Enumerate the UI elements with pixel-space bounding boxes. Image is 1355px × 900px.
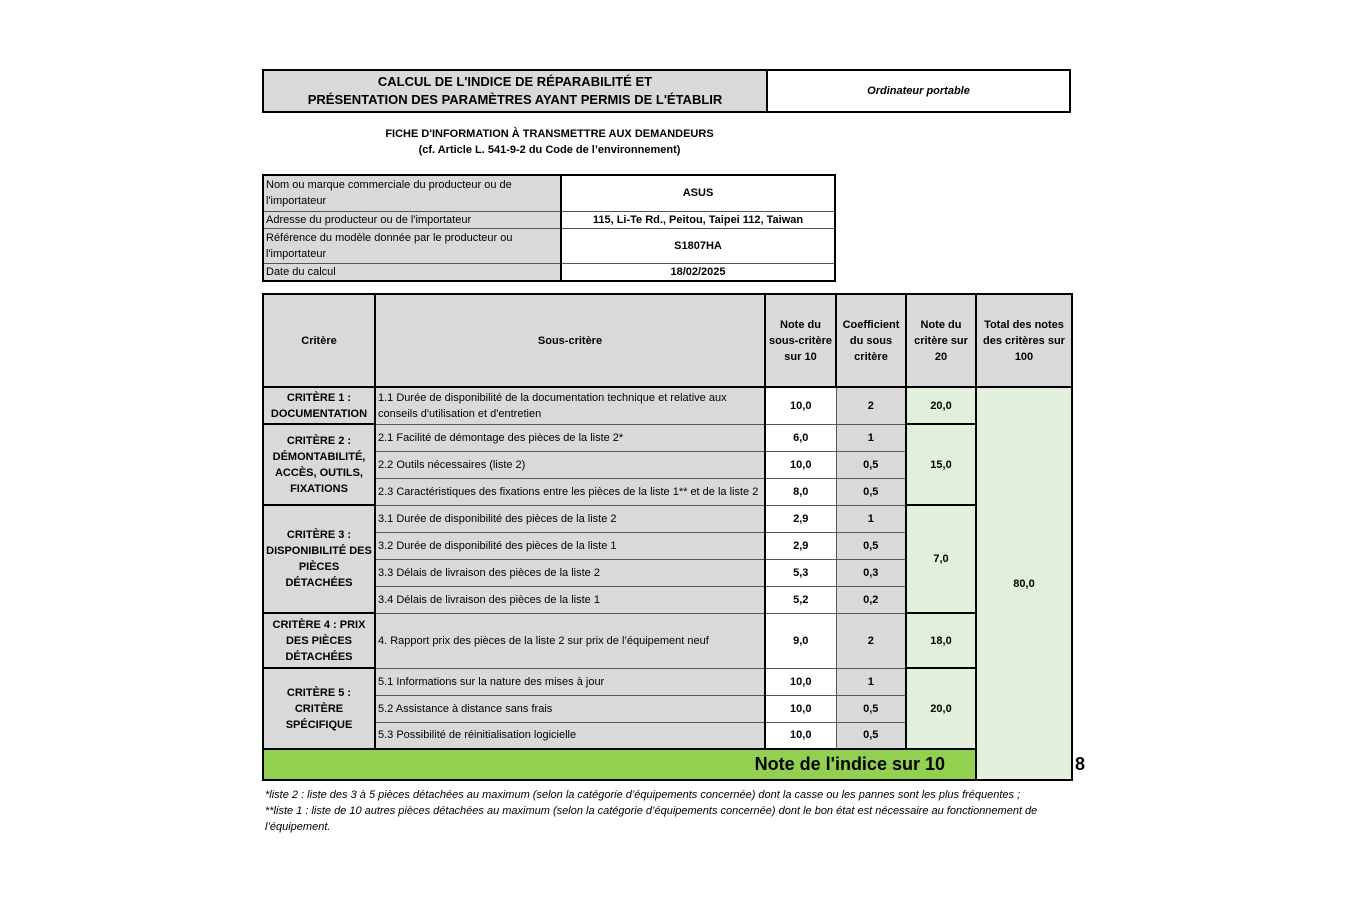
document-title <box>264 71 768 111</box>
total-score: 80,0 <box>976 387 1072 780</box>
info-label: Date du calcul <box>263 263 561 281</box>
sub-criterion-label: 2.3 Caractéristiques des fixations entre les pièces de la liste 1** et de la liste 2 <box>375 478 765 505</box>
footnote-liste-2: *liste 2 : liste des 3 à 5 pièces détachées au maximum (selon la catégorie d’équipements concernée) dont la casse ou les pannes sont les plus fréquentes ; <box>265 789 1021 801</box>
info-row <box>263 211 835 228</box>
footnote-liste-1: **liste 1 : liste de 10 autres pièces détachées au maximum (selon la catégorie d’équipements concernée) dont le bon état est nécessaire au fonctionnement de l’équipement. <box>265 805 1038 833</box>
document-header <box>262 69 1071 113</box>
final-score-row: Note de l'indice sur 10 8 <box>263 749 1072 780</box>
fiche-heading <box>262 126 837 158</box>
criterion-name: CRITÈRE 2 : DÉMONTABILITÉ, ACCÈS, OUTILS, FIXATIONS <box>263 424 375 505</box>
col-header-note-sous: Note du sous-critère sur 10 <box>765 294 836 387</box>
col-header-note-critere: Note du critère sur 20 <box>906 294 976 387</box>
sub-criterion-label: 2.1 Facilité de démontage des pièces de la liste 2* <box>375 424 765 451</box>
producer-info-table <box>262 174 836 282</box>
sub-criterion-coef: 2 <box>836 613 906 668</box>
footnotes <box>265 787 1065 835</box>
sub-criterion-label: 3.3 Délais de livraison des pièces de la liste 2 <box>375 559 765 586</box>
sub-criterion-note: 10,0 <box>765 722 836 749</box>
sub-criterion-coef: 1 <box>836 424 906 451</box>
col-header-coef: Coefficient du sous critère <box>836 294 906 387</box>
sub-criterion-coef: 0,5 <box>836 695 906 722</box>
col-header-critere: Critère <box>263 294 375 387</box>
sub-criterion-coef: 0,5 <box>836 722 906 749</box>
info-row <box>263 175 835 211</box>
table-row <box>263 668 1072 695</box>
product-category: Ordinateur portable <box>867 85 970 97</box>
sub-criterion-label: 1.1 Durée de disponibilité de la documentation technique et relative aux conseils d'utilisation et d'entretien <box>375 387 765 424</box>
criterion-score: 18,0 <box>906 613 976 668</box>
sub-criterion-label: 3.4 Délais de livraison des pièces de la liste 1 <box>375 586 765 613</box>
sub-criterion-label: 3.1 Durée de disponibilité des pièces de la liste 2 <box>375 505 765 532</box>
sub-criterion-note: 2,9 <box>765 505 836 532</box>
sub-criterion-label: 4. Rapport prix des pièces de la liste 2 sur prix de l’équipement neuf <box>375 613 765 668</box>
info-label: Référence du modèle donnée par le producteur ou l'importateur <box>263 228 561 263</box>
sub-criterion-label: 3.2 Durée de disponibilité des pièces de la liste 1 <box>375 532 765 559</box>
title-line-2: PRÉSENTATION DES PARAMÈTRES AYANT PERMIS DE L'ÉTABLIR <box>307 92 723 107</box>
sub-criterion-label: 2.2 Outils nécessaires (liste 2) <box>375 451 765 478</box>
sub-criterion-note: 10,0 <box>765 387 836 424</box>
criterion-score: 15,0 <box>906 424 976 505</box>
sub-criterion-coef: 0,5 <box>836 532 906 559</box>
info-value: S1807HA <box>561 228 835 263</box>
criterion-score: 20,0 <box>906 668 976 749</box>
col-header-sous-critere: Sous-critère <box>375 294 765 387</box>
criterion-score: 7,0 <box>906 505 976 613</box>
sub-criterion-note: 5,3 <box>765 559 836 586</box>
final-score-label: Note de l'indice sur 10 <box>263 749 976 780</box>
sub-criterion-label: 5.1 Informations sur la nature des mises à jour <box>375 668 765 695</box>
info-row <box>263 263 835 281</box>
col-header-total: Total des notes des critères sur 100 <box>976 294 1072 387</box>
sub-criterion-note: 2,9 <box>765 532 836 559</box>
info-row <box>263 228 835 263</box>
sub-criterion-label: 5.2 Assistance à distance sans frais <box>375 695 765 722</box>
sub-criterion-coef: 1 <box>836 668 906 695</box>
table-header-row <box>263 294 1072 387</box>
criterion-score: 20,0 <box>906 387 976 424</box>
table-row <box>263 505 1072 532</box>
info-value: 18/02/2025 <box>561 263 835 281</box>
info-label: Adresse du producteur ou de l'importateur <box>263 211 561 228</box>
repairability-table <box>262 293 1086 781</box>
criterion-name: CRITÈRE 1 : DOCUMENTATION <box>263 387 375 424</box>
sub-criterion-coef: 0,2 <box>836 586 906 613</box>
table-row <box>263 613 1072 668</box>
sub-criterion-coef: 0,5 <box>836 478 906 505</box>
sub-criterion-coef: 0,3 <box>836 559 906 586</box>
sub-criterion-coef: 0,5 <box>836 451 906 478</box>
info-label: Nom ou marque commerciale du producteur ou de l'importateur <box>263 175 561 211</box>
title-line-1: CALCUL DE L'INDICE DE RÉPARABILITÉ ET <box>377 74 653 89</box>
fiche-line-1: FICHE D'INFORMATION À TRANSMETTRE AUX DEMANDEURS <box>385 128 714 140</box>
info-value: ASUS <box>561 175 835 211</box>
sub-criterion-note: 10,0 <box>765 668 836 695</box>
sub-criterion-note: 6,0 <box>765 424 836 451</box>
sub-criterion-note: 9,0 <box>765 613 836 668</box>
sub-criterion-note: 10,0 <box>765 695 836 722</box>
table-row <box>263 387 1072 424</box>
sub-criterion-note: 5,2 <box>765 586 836 613</box>
sub-criterion-note: 8,0 <box>765 478 836 505</box>
fiche-line-2: (cf. Article L. 541-9-2 du Code de l’environnement) <box>418 144 681 156</box>
sub-criterion-coef: 2 <box>836 387 906 424</box>
sub-criterion-coef: 1 <box>836 505 906 532</box>
table-row <box>263 424 1072 451</box>
sub-criterion-label: 5.3 Possibilité de réinitialisation logicielle <box>375 722 765 749</box>
criterion-name: CRITÈRE 5 : CRITÈRE SPÉCIFIQUE <box>263 668 375 749</box>
criterion-name: CRITÈRE 3 : DISPONIBILITÉ DES PIÈCES DÉTACHÉES <box>263 505 375 613</box>
info-value: 115, Li-Te Rd., Peitou, Taipei 112, Taiwan <box>561 211 835 228</box>
sub-criterion-note: 10,0 <box>765 451 836 478</box>
criterion-name: CRITÈRE 4 : PRIX DES PIÈCES DÉTACHÉES <box>263 613 375 668</box>
